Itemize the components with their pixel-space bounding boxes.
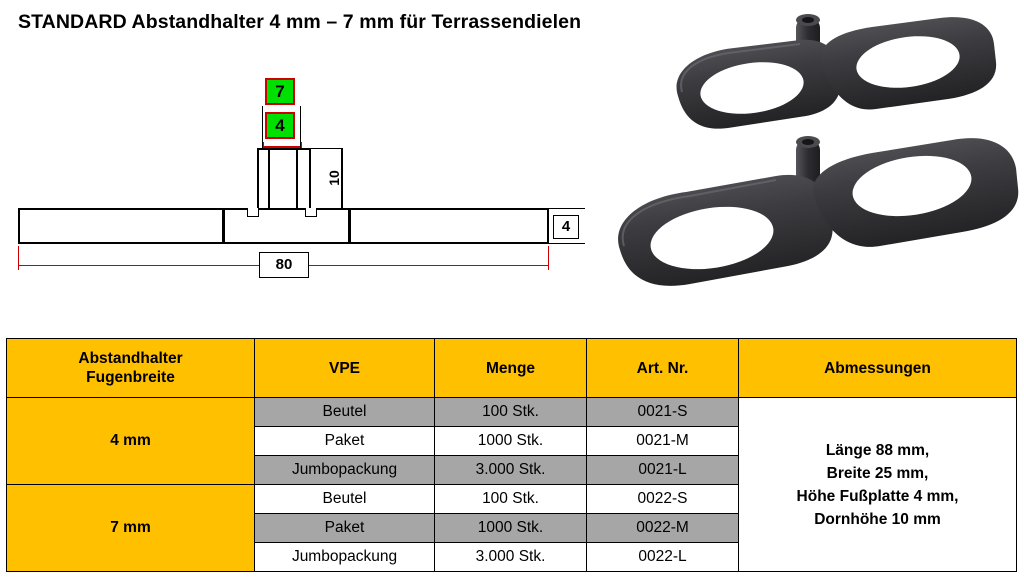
header-artnr: Art. Nr. [587,339,739,398]
spec-table [6,338,1017,572]
spacer-upper [677,14,997,129]
cell-vpe: Paket [255,427,435,456]
cell-artnr: 0022-L [587,543,739,572]
cell-vpe: Jumbopackung [255,456,435,485]
callout-7mm: 7 [265,78,295,105]
plate-notch-left [247,208,259,217]
header-fugenbreite [7,339,255,398]
dim-height-label: 10 [325,170,342,186]
cell-menge: 100 Stk. [435,398,587,427]
spike-top-edge [257,148,311,150]
cell-vpe: Beutel [255,485,435,514]
technical-drawing [0,60,600,325]
header-vpe: VPE [255,339,435,398]
cell-vpe: Jumbopackung [255,543,435,572]
spike-inner-line-1 [268,148,270,210]
ext-line-right [300,106,301,148]
abmessungen-line3: Höhe Fußplatte 4 mm, [796,487,959,505]
cell-artnr: 0021-M [587,427,739,456]
cell-menge: 100 Stk. [435,485,587,514]
spike-inner-line-2 [296,148,298,210]
base-plate-profile [18,208,549,244]
product-photo [600,0,1024,335]
plate-divider-left [222,208,225,244]
cell-fugenbreite-7mm: 7 mm [7,485,255,572]
cell-artnr: 0021-L [587,456,739,485]
dim-width-label: 80 [259,252,309,278]
cell-artnr: 0022-M [587,514,739,543]
page-title: STANDARD Abstandhalter 4 mm – 7 mm für Terrassendielen [18,11,582,33]
spec-table-wrap [6,338,1016,578]
spacer-lower [618,136,1018,286]
cell-menge: 1000 Stk. [435,427,587,456]
abmessungen-line4: Dornhöhe 10 mm [814,510,941,528]
table-header-row [7,339,1017,398]
abmessungen-line2: Breite 25 mm, [826,464,929,482]
cell-artnr: 0021-S [587,398,739,427]
dim-tick-width-left [18,246,19,270]
callout-4mm: 4 [265,112,295,139]
table-row [7,398,1017,427]
cell-menge: 3.000 Stk. [435,456,587,485]
plate-divider-right [348,208,351,244]
cell-fugenbreite-4mm: 4 mm [7,398,255,485]
plate-notch-right [305,208,317,217]
header-fugenbreite-line1: Abstandhalter [78,350,183,367]
dim-ext-thickness-top [549,208,585,209]
ext-line-left [262,106,263,148]
cell-vpe: Beutel [255,398,435,427]
cell-abmessungen [739,398,1017,572]
dim-tick-width-right [548,246,549,270]
spike-profile [257,148,311,210]
cell-menge: 1000 Stk. [435,514,587,543]
cell-artnr: 0022-S [587,485,739,514]
header-menge: Menge [435,339,587,398]
dim-ext-height-top [311,148,343,149]
dim-ext-thickness-bottom [549,243,585,244]
abmessungen-line1: Länge 88 mm, [825,441,930,459]
header-fugenbreite-line2: Fugenbreite [86,369,175,386]
cell-vpe: Paket [255,514,435,543]
dim-plate-thickness: 4 [553,215,579,239]
spacer-illustration [600,0,1024,335]
header-abmessungen: Abmessungen [739,339,1017,398]
cell-menge: 3.000 Stk. [435,543,587,572]
